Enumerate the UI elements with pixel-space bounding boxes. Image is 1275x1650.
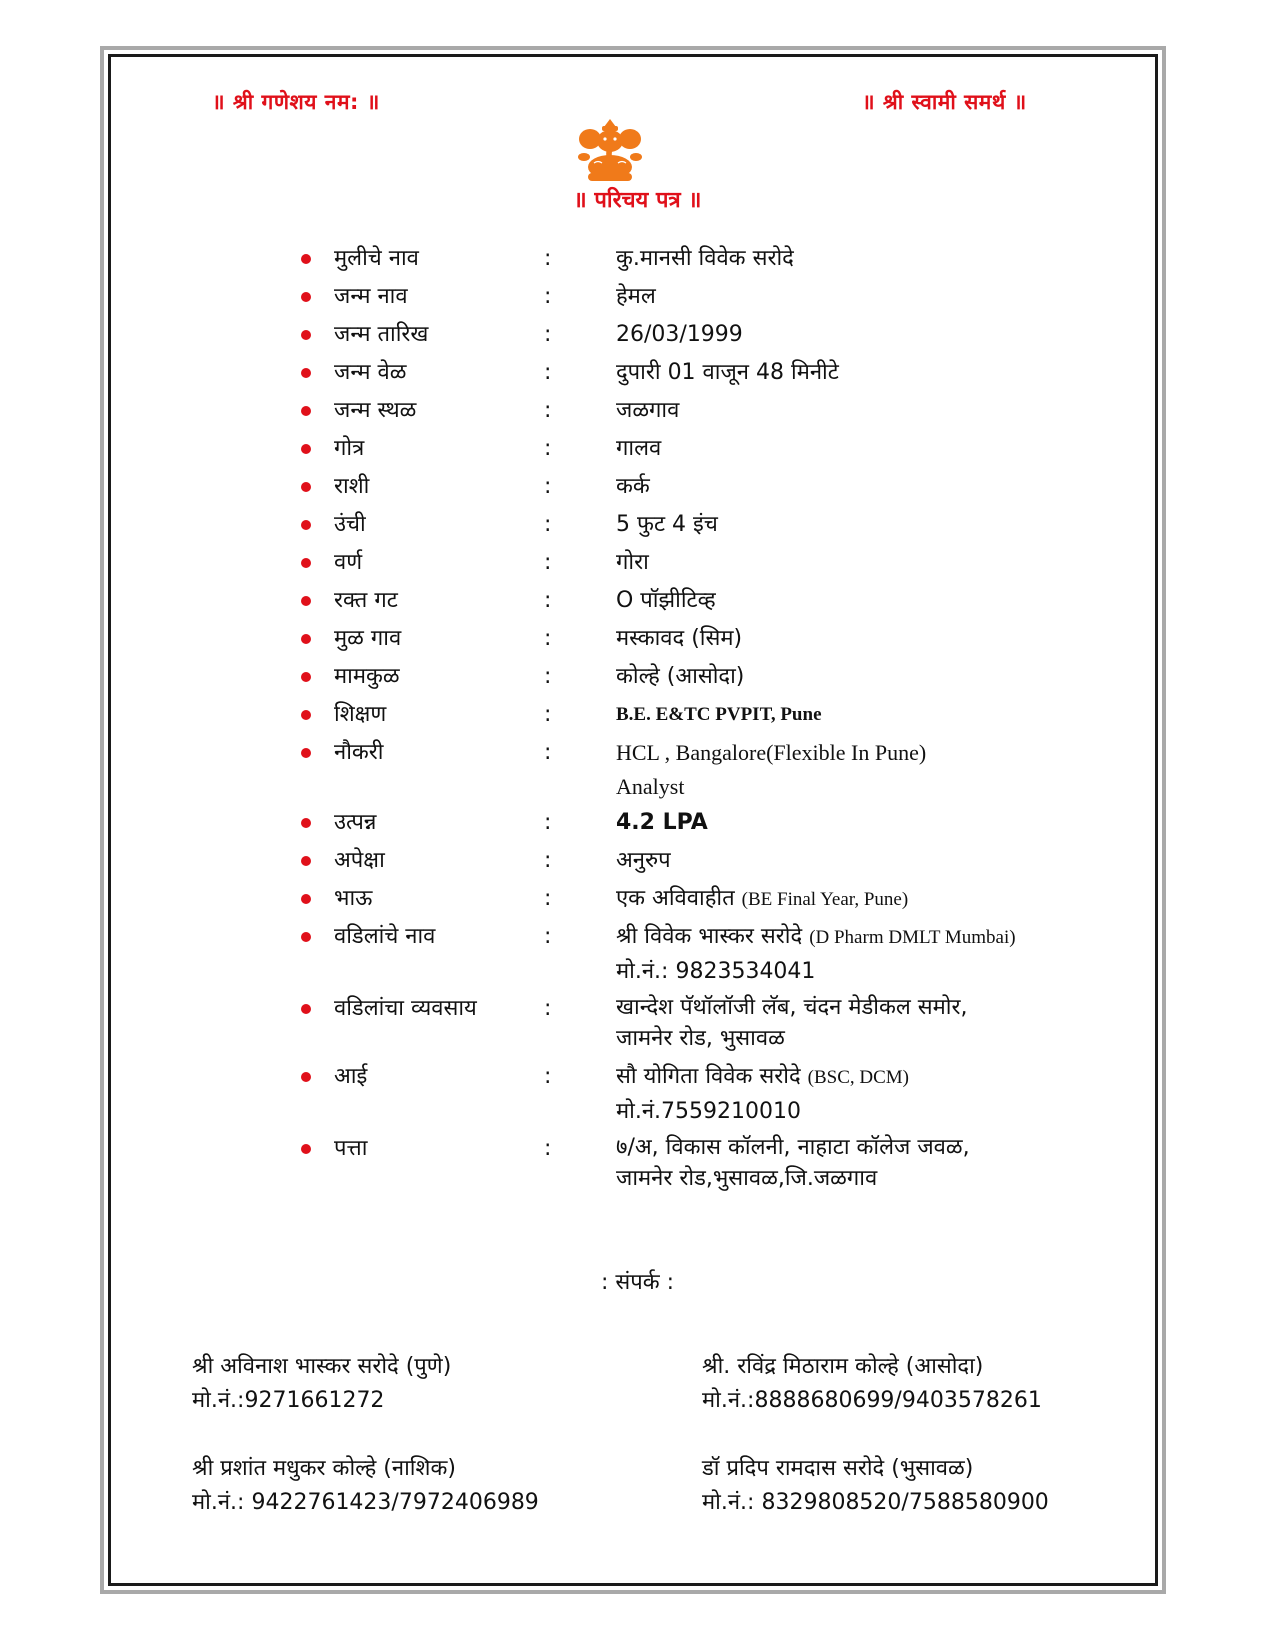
bullet-icon [301,1072,311,1082]
detail-value: B.E. E&TC PVPIT, Pune [616,704,822,725]
detail-value: जळगाव [616,398,680,423]
detail-label: शिक्षण [334,702,387,727]
detail-label: पत्ता [334,1136,368,1161]
detail-colon: : [544,398,552,423]
detail-label: मुळ गाव [334,626,402,651]
detail-value [616,992,967,1054]
detail-value-text: श्री विवेक भास्कर सरोदे [616,924,803,949]
contact-phone: मो.नं.: 8329808520/7588580900 [702,1490,1049,1515]
detail-value [616,736,926,804]
detail-value: कु.मानसी विवेक सरोदे [616,246,794,271]
detail-value: गालव [616,436,662,461]
detail-colon: : [544,322,552,347]
detail-value [616,882,908,917]
detail-value: 4.2 LPA [616,810,708,835]
bullet-icon [301,1004,311,1014]
detail-label: राशी [334,474,370,499]
detail-colon: : [544,924,552,949]
detail-value-line: HCL , Bangalore(Flexible In Pune) [616,740,927,765]
detail-colon: : [544,1136,552,1161]
detail-label: आई [334,1064,368,1089]
detail-colon: : [544,474,552,499]
contact-name: श्री प्रशांत मधुकर कोल्हे (नाशिक) [192,1456,456,1481]
detail-colon: : [544,550,552,575]
bullet-icon [301,818,311,828]
detail-colon: : [544,436,552,461]
bullet-icon [301,444,311,454]
detail-value: 5 फुट 4 इंच [616,512,718,537]
contact-phone: मो.नं.:9271661272 [192,1388,385,1413]
detail-value-line: मो.नं.: 9823534041 [616,959,816,984]
detail-value: दुपारी 01 वाजून 48 मिनीटे [616,360,839,385]
bullet-icon [301,710,311,720]
detail-value-line: मो.नं.7559210010 [616,1099,802,1124]
detail-label: उंची [334,512,366,537]
bullet-icon [301,406,311,416]
detail-label: नौकरी [334,740,384,765]
detail-label: भाऊ [334,886,373,911]
detail-value: गोरा [616,550,649,575]
detail-value-text: एक अविवाहीत [616,886,735,911]
detail-label: रक्त गट [334,588,398,613]
bullet-icon [301,672,311,682]
detail-colon: : [544,702,552,727]
bullet-icon [301,748,311,758]
bullet-icon [301,292,311,302]
bullet-icon [301,330,311,340]
bullet-icon [301,482,311,492]
detail-label: गोत्र [334,436,365,461]
bullet-icon [301,856,311,866]
bullet-icon [301,894,311,904]
detail-value-line: जामनेर रोड,भुसावळ,जि.जळगाव [616,1166,878,1191]
contact-entry [192,1452,539,1520]
detail-colon: : [544,360,552,385]
header-invocation-right: ॥ श्री स्वामी समर्थ ॥ [862,90,1027,114]
contact-phone: मो.नं.:8888680699/9403578261 [702,1388,1042,1413]
detail-colon: : [544,848,552,873]
detail-value [616,1060,909,1129]
page-title: ॥ परिचय पत्र ॥ [573,188,702,213]
detail-value-note: (BSC, DCM) [807,1067,909,1088]
detail-label: वडिलांचे नाव [334,924,436,949]
detail-colon: : [544,1064,552,1089]
detail-label: वडिलांचा व्यवसाय [334,996,477,1021]
contact-entry [702,1350,1042,1418]
detail-label: वर्ण [334,550,363,575]
detail-value: 26/03/1999 [616,322,743,347]
detail-colon: : [544,996,552,1021]
bullet-icon [301,520,311,530]
contact-entry [702,1452,1049,1520]
bullet-icon [301,596,311,606]
detail-value-line: जामनेर रोड, भुसावळ [616,1026,785,1051]
bullet-icon [301,634,311,644]
detail-value: हेमल [616,284,656,309]
detail-value-line: खान्देश पॅथॉलॉजी लॅब, चंदन मेडीकल समोर, [616,995,968,1020]
detail-value-line: ७/अ, विकास कॉलनी, नाहाटा कॉलेज जवळ, [616,1135,970,1160]
detail-value [616,1132,970,1194]
bullet-icon [301,1144,311,1154]
contact-name: श्री अविनाश भास्कर सरोदे (पुणे) [192,1354,452,1379]
detail-label: मामकुळ [334,664,400,689]
detail-value: मस्कावद (सिम) [616,626,743,651]
detail-colon: : [544,588,552,613]
detail-colon: : [544,810,552,835]
ganesha-icon [574,117,646,183]
detail-colon: : [544,664,552,689]
detail-colon: : [544,886,552,911]
detail-colon: : [544,740,552,765]
contact-name: डॉ प्रदिप रामदास सरोदे (भुसावळ) [702,1456,974,1481]
detail-label: जन्म स्थळ [334,398,417,423]
contact-phone: मो.नं.: 9422761423/7972406989 [192,1490,539,1515]
bullet-icon [301,932,311,942]
header-invocation-left: ॥ श्री गणेशय नम: ॥ [212,90,380,114]
detail-label: जन्म नाव [334,284,408,309]
detail-value: अनुरुप [616,848,671,873]
detail-label: जन्म वेळ [334,360,407,385]
detail-label: अपेक्षा [334,848,385,873]
detail-value: कोल्हे (आसोदा) [616,664,745,689]
detail-value: O पॉझीटिव्ह [616,588,716,613]
detail-value-note: (D Pharm DMLT Mumbai) [809,927,1016,948]
detail-label: मुलीचे नाव [334,246,419,271]
detail-colon: : [544,626,552,651]
detail-value-line: Analyst [616,774,685,799]
contact-name: श्री. रविंद्र मिठाराम कोल्हे (आसोदा) [702,1354,984,1379]
detail-colon: : [544,512,552,537]
detail-label: जन्म तारिख [334,322,429,347]
bullet-icon [301,558,311,568]
bullet-icon [301,254,311,264]
contact-heading: : संपर्क : [600,1270,675,1295]
detail-colon: : [544,246,552,271]
detail-value: कर्क [616,474,650,499]
bullet-icon [301,368,311,378]
detail-value-text: सौ योगिता विवेक सरोदे [616,1064,801,1089]
detail-label: उत्पन्न [334,810,377,835]
detail-value-note: (BE Final Year, Pune) [741,889,909,910]
detail-value [616,920,1016,989]
detail-colon: : [544,284,552,309]
contact-entry [192,1350,451,1418]
